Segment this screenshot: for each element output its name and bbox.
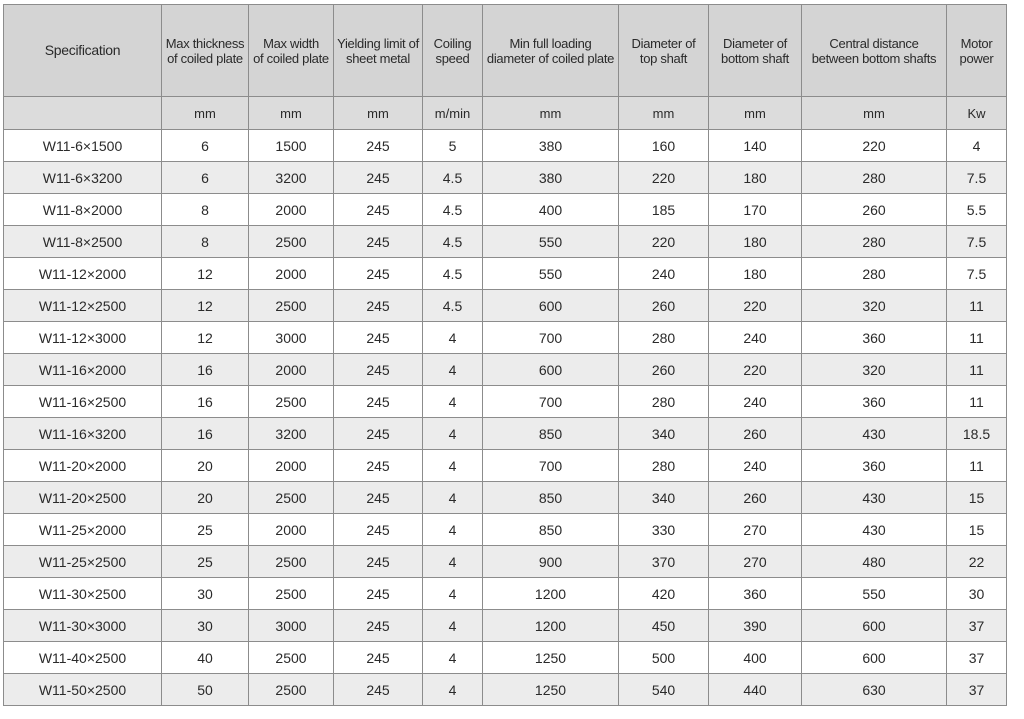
cell-min_diam: 1200 — [483, 578, 619, 610]
cell-spec: W11-12×3000 — [4, 322, 162, 354]
column-header-line: Central distance — [829, 35, 919, 51]
cell-yield: 245 — [334, 418, 423, 450]
cell-spec: W11-20×2500 — [4, 482, 162, 514]
cell-central_dist: 360 — [802, 450, 947, 482]
cell-bottom_shaft: 270 — [709, 546, 802, 578]
column-header-width — [249, 5, 334, 97]
cell-thickness: 12 — [162, 290, 249, 322]
unit-cell-speed: m/min — [423, 97, 483, 130]
cell-speed: 4 — [423, 450, 483, 482]
table-row — [4, 610, 1007, 642]
cell-top_shaft: 450 — [619, 610, 709, 642]
cell-yield: 245 — [334, 674, 423, 706]
column-header-line: Yielding limit of — [337, 35, 419, 51]
cell-power: 15 — [947, 482, 1007, 514]
column-header-line: Motor — [960, 35, 993, 51]
cell-spec: W11-16×2500 — [4, 386, 162, 418]
column-header-yield — [334, 5, 423, 97]
cell-central_dist: 630 — [802, 674, 947, 706]
cell-min_diam: 1250 — [483, 642, 619, 674]
cell-spec: W11-25×2500 — [4, 546, 162, 578]
cell-central_dist: 430 — [802, 418, 947, 450]
cell-spec: W11-50×2500 — [4, 674, 162, 706]
cell-speed: 4.5 — [423, 258, 483, 290]
cell-width: 3000 — [249, 322, 334, 354]
cell-bottom_shaft: 360 — [709, 578, 802, 610]
cell-power: 22 — [947, 546, 1007, 578]
cell-power: 7.5 — [947, 258, 1007, 290]
cell-min_diam: 1250 — [483, 674, 619, 706]
table-row — [4, 418, 1007, 450]
table-row — [4, 290, 1007, 322]
cell-central_dist: 600 — [802, 642, 947, 674]
cell-min_diam: 850 — [483, 482, 619, 514]
cell-power: 11 — [947, 322, 1007, 354]
cell-width: 1500 — [249, 130, 334, 162]
cell-spec: W11-20×2000 — [4, 450, 162, 482]
column-header-line: of coiled plate — [167, 50, 243, 66]
cell-top_shaft: 420 — [619, 578, 709, 610]
cell-speed: 4 — [423, 322, 483, 354]
cell-width: 2500 — [249, 578, 334, 610]
table-row — [4, 194, 1007, 226]
cell-spec: W11-12×2000 — [4, 258, 162, 290]
cell-central_dist: 280 — [802, 226, 947, 258]
cell-speed: 4.5 — [423, 194, 483, 226]
table-row — [4, 162, 1007, 194]
table-row — [4, 482, 1007, 514]
cell-width: 2500 — [249, 386, 334, 418]
column-header-spec — [4, 5, 162, 97]
cell-yield: 245 — [334, 226, 423, 258]
cell-speed: 4 — [423, 418, 483, 450]
cell-spec: W11-12×2500 — [4, 290, 162, 322]
cell-speed: 4 — [423, 482, 483, 514]
cell-bottom_shaft: 260 — [709, 418, 802, 450]
column-header-central_dist — [802, 5, 947, 97]
cell-spec: W11-25×2000 — [4, 514, 162, 546]
cell-min_diam: 400 — [483, 194, 619, 226]
unit-cell-top_shaft: mm — [619, 97, 709, 130]
cell-power: 4 — [947, 130, 1007, 162]
cell-yield: 245 — [334, 610, 423, 642]
cell-min_diam: 850 — [483, 514, 619, 546]
cell-yield: 245 — [334, 322, 423, 354]
cell-width: 3200 — [249, 162, 334, 194]
spec-table — [3, 4, 1007, 706]
column-header-line: bottom shaft — [721, 50, 789, 66]
table-row — [4, 386, 1007, 418]
cell-top_shaft: 240 — [619, 258, 709, 290]
cell-speed: 4.5 — [423, 226, 483, 258]
column-header-line: Max thickness — [165, 35, 245, 51]
cell-power: 15 — [947, 514, 1007, 546]
column-header-power — [947, 5, 1007, 97]
cell-top_shaft: 160 — [619, 130, 709, 162]
unit-cell-bottom_shaft: mm — [709, 97, 802, 130]
cell-power: 30 — [947, 578, 1007, 610]
cell-bottom_shaft: 260 — [709, 482, 802, 514]
cell-speed: 5 — [423, 130, 483, 162]
cell-min_diam: 550 — [483, 226, 619, 258]
cell-bottom_shaft: 180 — [709, 226, 802, 258]
cell-spec: W11-30×3000 — [4, 610, 162, 642]
cell-top_shaft: 260 — [619, 354, 709, 386]
cell-yield: 245 — [334, 290, 423, 322]
cell-thickness: 25 — [162, 514, 249, 546]
cell-power: 11 — [947, 450, 1007, 482]
cell-power: 7.5 — [947, 226, 1007, 258]
unit-cell-power: Kw — [947, 97, 1007, 130]
cell-min_diam: 380 — [483, 162, 619, 194]
cell-central_dist: 320 — [802, 290, 947, 322]
table-row — [4, 258, 1007, 290]
cell-speed: 4 — [423, 674, 483, 706]
cell-min_diam: 700 — [483, 322, 619, 354]
cell-central_dist: 550 — [802, 578, 947, 610]
cell-central_dist: 280 — [802, 162, 947, 194]
column-header-line: diameter of coiled plate — [486, 50, 615, 66]
table-row — [4, 354, 1007, 386]
cell-yield: 245 — [334, 482, 423, 514]
cell-thickness: 8 — [162, 194, 249, 226]
column-header-line: sheet metal — [346, 50, 410, 66]
cell-top_shaft: 280 — [619, 450, 709, 482]
cell-spec: W11-40×2500 — [4, 642, 162, 674]
cell-bottom_shaft: 140 — [709, 130, 802, 162]
cell-width: 2000 — [249, 514, 334, 546]
column-header-bottom_shaft — [709, 5, 802, 97]
cell-central_dist: 600 — [802, 610, 947, 642]
cell-top_shaft: 280 — [619, 386, 709, 418]
cell-yield: 245 — [334, 194, 423, 226]
cell-thickness: 25 — [162, 546, 249, 578]
cell-power: 11 — [947, 290, 1007, 322]
cell-width: 2500 — [249, 546, 334, 578]
cell-width: 2500 — [249, 482, 334, 514]
cell-speed: 4 — [423, 354, 483, 386]
cell-top_shaft: 220 — [619, 162, 709, 194]
cell-speed: 4 — [423, 642, 483, 674]
table-row — [4, 546, 1007, 578]
cell-width: 2000 — [249, 450, 334, 482]
cell-thickness: 30 — [162, 578, 249, 610]
cell-width: 2500 — [249, 290, 334, 322]
cell-speed: 4 — [423, 578, 483, 610]
cell-central_dist: 260 — [802, 194, 947, 226]
cell-thickness: 8 — [162, 226, 249, 258]
cell-thickness: 6 — [162, 130, 249, 162]
column-header-line: Max width — [263, 35, 319, 51]
cell-yield: 245 — [334, 130, 423, 162]
cell-central_dist: 430 — [802, 514, 947, 546]
column-header-line: Specification — [44, 42, 121, 58]
cell-min_diam: 550 — [483, 258, 619, 290]
header-row — [4, 5, 1007, 97]
cell-top_shaft: 540 — [619, 674, 709, 706]
column-header-line: power — [959, 50, 994, 66]
unit-cell-width: mm — [249, 97, 334, 130]
cell-bottom_shaft: 180 — [709, 258, 802, 290]
cell-speed: 4.5 — [423, 162, 483, 194]
unit-cell-spec — [4, 97, 162, 130]
cell-central_dist: 280 — [802, 258, 947, 290]
cell-yield: 245 — [334, 546, 423, 578]
cell-bottom_shaft: 240 — [709, 322, 802, 354]
cell-bottom_shaft: 180 — [709, 162, 802, 194]
cell-thickness: 16 — [162, 354, 249, 386]
cell-speed: 4.5 — [423, 290, 483, 322]
cell-spec: W11-16×3200 — [4, 418, 162, 450]
cell-min_diam: 600 — [483, 354, 619, 386]
cell-bottom_shaft: 390 — [709, 610, 802, 642]
cell-bottom_shaft: 270 — [709, 514, 802, 546]
cell-power: 7.5 — [947, 162, 1007, 194]
cell-min_diam: 700 — [483, 450, 619, 482]
cell-power: 5.5 — [947, 194, 1007, 226]
cell-top_shaft: 280 — [619, 322, 709, 354]
cell-yield: 245 — [334, 578, 423, 610]
cell-power: 11 — [947, 386, 1007, 418]
column-header-line: of coiled plate — [253, 50, 329, 66]
column-header-line: Diameter of — [631, 35, 696, 51]
column-header-speed — [423, 5, 483, 97]
cell-yield: 245 — [334, 386, 423, 418]
column-header-line: between bottom shafts — [811, 50, 937, 66]
cell-yield: 245 — [334, 258, 423, 290]
table-row — [4, 226, 1007, 258]
table-row — [4, 322, 1007, 354]
cell-top_shaft: 340 — [619, 482, 709, 514]
cell-top_shaft: 185 — [619, 194, 709, 226]
unit-row — [4, 97, 1007, 130]
cell-yield: 245 — [334, 642, 423, 674]
table-row — [4, 578, 1007, 610]
cell-spec: W11-30×2500 — [4, 578, 162, 610]
cell-thickness: 12 — [162, 322, 249, 354]
cell-speed: 4 — [423, 610, 483, 642]
cell-thickness: 40 — [162, 642, 249, 674]
cell-top_shaft: 370 — [619, 546, 709, 578]
cell-spec: W11-6×3200 — [4, 162, 162, 194]
cell-central_dist: 360 — [802, 386, 947, 418]
table-body — [4, 130, 1007, 706]
cell-thickness: 16 — [162, 386, 249, 418]
cell-spec: W11-8×2500 — [4, 226, 162, 258]
cell-top_shaft: 500 — [619, 642, 709, 674]
cell-bottom_shaft: 170 — [709, 194, 802, 226]
cell-min_diam: 1200 — [483, 610, 619, 642]
cell-bottom_shaft: 240 — [709, 450, 802, 482]
cell-central_dist: 360 — [802, 322, 947, 354]
cell-min_diam: 700 — [483, 386, 619, 418]
table-row — [4, 514, 1007, 546]
cell-central_dist: 430 — [802, 482, 947, 514]
column-header-line: Min full loading — [509, 35, 592, 51]
unit-cell-thickness: mm — [162, 97, 249, 130]
cell-bottom_shaft: 220 — [709, 354, 802, 386]
column-header-line: top shaft — [639, 50, 688, 66]
cell-top_shaft: 340 — [619, 418, 709, 450]
cell-bottom_shaft: 440 — [709, 674, 802, 706]
table-row — [4, 450, 1007, 482]
cell-power: 37 — [947, 642, 1007, 674]
cell-spec: W11-6×1500 — [4, 130, 162, 162]
column-header-min_diam — [483, 5, 619, 97]
cell-power: 11 — [947, 354, 1007, 386]
cell-yield: 245 — [334, 162, 423, 194]
cell-min_diam: 900 — [483, 546, 619, 578]
cell-yield: 245 — [334, 514, 423, 546]
cell-power: 18.5 — [947, 418, 1007, 450]
cell-top_shaft: 260 — [619, 290, 709, 322]
cell-thickness: 20 — [162, 450, 249, 482]
cell-width: 2000 — [249, 258, 334, 290]
column-header-line: Diameter of — [723, 35, 787, 51]
cell-min_diam: 380 — [483, 130, 619, 162]
cell-spec: W11-16×2000 — [4, 354, 162, 386]
cell-top_shaft: 330 — [619, 514, 709, 546]
cell-thickness: 16 — [162, 418, 249, 450]
cell-width: 3200 — [249, 418, 334, 450]
cell-power: 37 — [947, 610, 1007, 642]
cell-central_dist: 220 — [802, 130, 947, 162]
column-header-thickness — [162, 5, 249, 97]
cell-spec: W11-8×2000 — [4, 194, 162, 226]
table-row — [4, 130, 1007, 162]
table-row — [4, 642, 1007, 674]
unit-cell-min_diam: mm — [483, 97, 619, 130]
cell-thickness: 30 — [162, 610, 249, 642]
unit-cell-yield: mm — [334, 97, 423, 130]
cell-width: 2500 — [249, 226, 334, 258]
cell-yield: 245 — [334, 450, 423, 482]
cell-top_shaft: 220 — [619, 226, 709, 258]
cell-speed: 4 — [423, 514, 483, 546]
cell-bottom_shaft: 400 — [709, 642, 802, 674]
cell-thickness: 6 — [162, 162, 249, 194]
cell-width: 3000 — [249, 610, 334, 642]
cell-power: 37 — [947, 674, 1007, 706]
cell-bottom_shaft: 220 — [709, 290, 802, 322]
column-header-top_shaft — [619, 5, 709, 97]
cell-speed: 4 — [423, 546, 483, 578]
cell-thickness: 20 — [162, 482, 249, 514]
cell-width: 2500 — [249, 642, 334, 674]
column-header-line: Coiling — [433, 35, 472, 51]
table-row — [4, 674, 1007, 706]
cell-yield: 245 — [334, 354, 423, 386]
cell-width: 2500 — [249, 674, 334, 706]
cell-thickness: 50 — [162, 674, 249, 706]
cell-width: 2000 — [249, 194, 334, 226]
cell-bottom_shaft: 240 — [709, 386, 802, 418]
column-header-line: speed — [435, 50, 470, 66]
cell-speed: 4 — [423, 386, 483, 418]
cell-min_diam: 850 — [483, 418, 619, 450]
cell-width: 2000 — [249, 354, 334, 386]
cell-central_dist: 480 — [802, 546, 947, 578]
cell-central_dist: 320 — [802, 354, 947, 386]
cell-thickness: 12 — [162, 258, 249, 290]
unit-cell-central_dist: mm — [802, 97, 947, 130]
cell-min_diam: 600 — [483, 290, 619, 322]
